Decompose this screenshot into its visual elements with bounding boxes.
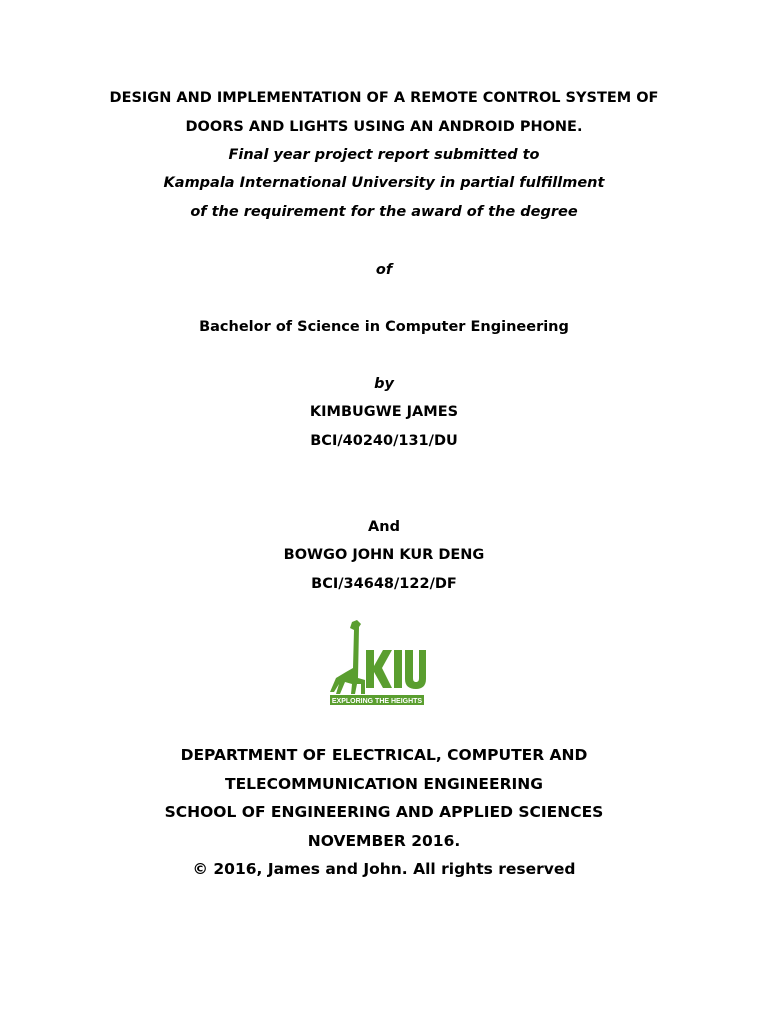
kiu-logo xyxy=(328,618,426,706)
submission-line-3: of the requirement for the award of the degree xyxy=(190,204,578,220)
copyright-notice: © 2016, James and John. All rights reserved xyxy=(192,860,576,878)
author-2-name: BOWGO JOHN KUR DENG xyxy=(283,547,485,563)
submission-date: NOVEMBER 2016. xyxy=(307,832,461,850)
department-line-2: TELECOMMUNICATION ENGINEERING xyxy=(225,775,543,793)
title-line-2: DOORS AND LIGHTS USING AN ANDROID PHONE. xyxy=(185,119,583,135)
submission-line-2: Kampala International University in partial fulfillment xyxy=(163,175,605,191)
by-label: by xyxy=(374,376,394,392)
degree-title: Bachelor of Science in Computer Engineering xyxy=(199,319,569,335)
title-line-1: DESIGN AND IMPLEMENTATION OF A REMOTE CONTROL SYSTEM OF xyxy=(109,90,659,106)
department-line-1: DEPARTMENT OF ELECTRICAL, COMPUTER AND xyxy=(180,746,588,764)
author-1-reg-number: BCI/40240/131/DU xyxy=(310,433,458,449)
submission-line-1: Final year project report submitted to xyxy=(228,147,540,163)
of-label: of xyxy=(375,262,393,278)
and-label: And xyxy=(368,519,400,535)
author-2-reg-number: BCI/34648/122/DF xyxy=(311,576,457,592)
school-name: SCHOOL OF ENGINEERING AND APPLIED SCIENCES xyxy=(164,803,604,821)
logo-tagline: EXPLORING THE HEIGHTS xyxy=(331,698,423,705)
author-1-name: KIMBUGWE JAMES xyxy=(309,404,459,420)
